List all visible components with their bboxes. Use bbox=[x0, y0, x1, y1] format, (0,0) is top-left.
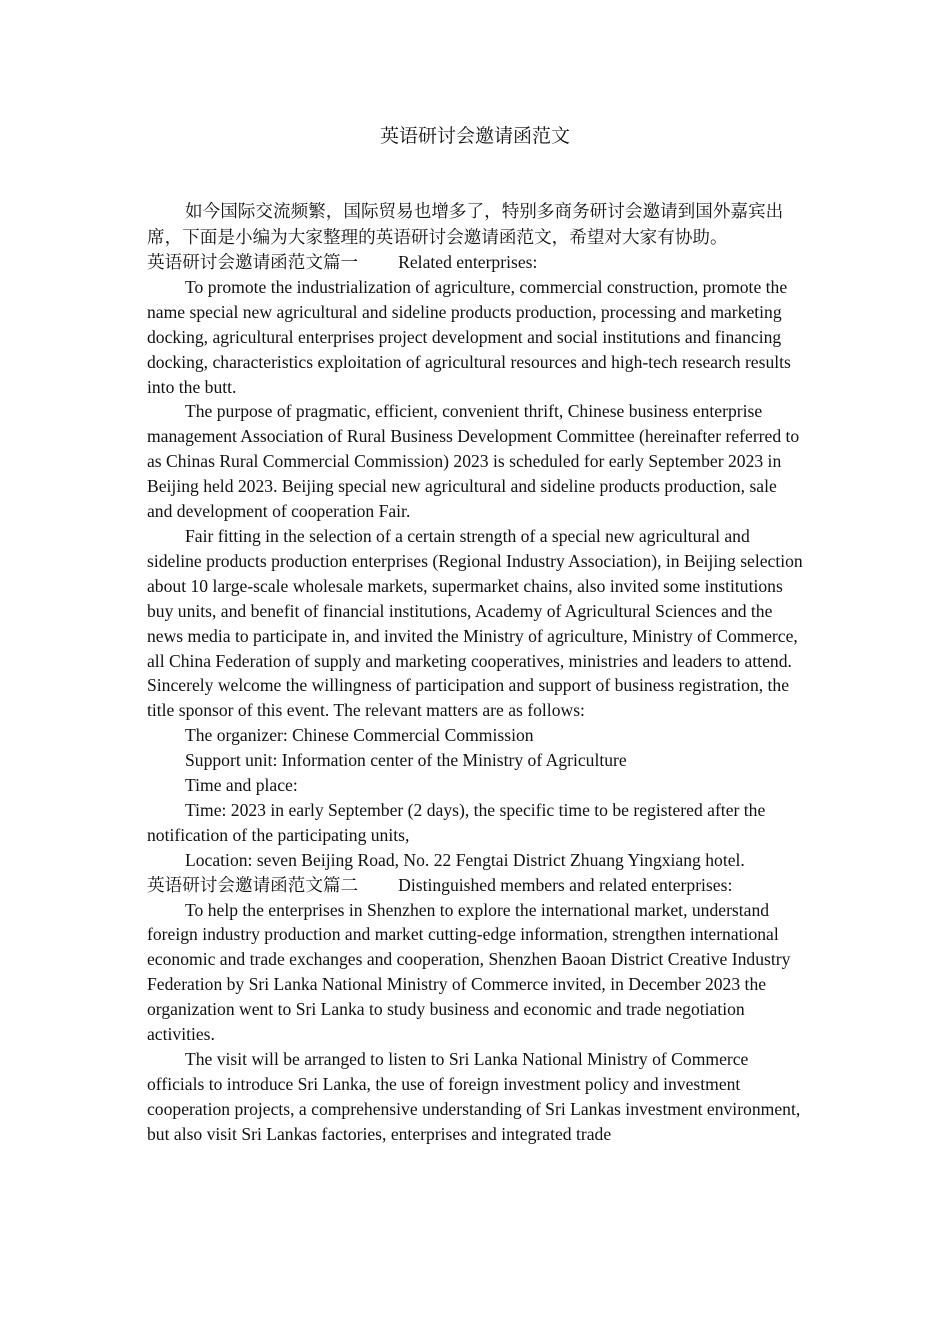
paragraph: To promote the industrialization of agriculture, commercial construction, promote the name special new agricultural and sideline products production, processing and marketing docking, agricultural enterprises project development and social institutions and financing docking, characteristics exploitation of agricultural resources and high-tech research results into the butt. bbox=[147, 276, 791, 397]
paragraph: The purpose of pragmatic, efficient, convenient thrift, Chinese business enterprise management Association of Rural Business Development Committee (hereinafter referred to as Chinas Rural Commercial Commission) 2023 is scheduled for early September 2023 in Beijing held 2023. Beijing special new agricultural and sideline products production, sale and development of cooperation Fair. bbox=[147, 401, 800, 522]
paragraph: The visit will be arranged to listen to Sri Lanka National Ministry of Commerce officials to introduce Sri Lanka, the use of foreign investment policy and investment cooperation projects, a comprehensive understanding of Sri Lankas investment environment, but also visit Sri Lankas factories, enterprises and integrated trade bbox=[147, 1049, 801, 1144]
paragraph: Location: seven Beijing Road, No. 22 Fengtai District Zhuang Yingxiang hotel. bbox=[185, 849, 745, 870]
document-body bbox=[147, 198, 803, 1147]
intro-paragraph: 如今国际交流频繁，国际贸易也增多了，特别多商务研讨会邀请到国外嘉宾出席，下面是小编为大家整理的英语研讨会邀请函范文，希望对大家有协助。 bbox=[147, 201, 784, 247]
salutation: Distinguished members and related enterprises: bbox=[398, 874, 733, 895]
salutation: Related enterprises: bbox=[398, 252, 538, 272]
paragraph: The organizer: Chinese Commercial Commission bbox=[185, 725, 534, 746]
paragraph: Time: 2023 in early September (2 days), the specific time to be registered after the notification of the participating units, bbox=[147, 799, 766, 845]
paragraph: Fair fitting in the selection of a certain strength of a special new agricultural and sideline products production enterprises (Regional Industry Association), in Beijing selection about 10 large-scale wholesale markets, supermarket chains, also invited some institutions buy units, and benefit of financial institutions, Academy of Agricultural Sciences and the news media to participate in, and invited the Ministry of agriculture, Ministry of Commerce, all China Federation of supply and marketing cooperatives, ministries and leaders to attend. Sincerely welcome the willingness of participation and support of business registration, the title sponsor of this event. The relevant matters are as follows: bbox=[147, 525, 803, 721]
paragraph: To help the enterprises in Shenzhen to explore the international market, understand foreign industry production and market cutting-edge information, strengthen international economic and trade exchanges and cooperation, Shenzhen Baoan District Creative Industry Federation by Sri Lanka National Ministry of Commerce invited, in December 2023 the organization went to Sri Lanka to study business and economic and trade negotiation activities. bbox=[147, 899, 791, 1045]
paragraph: Time and place: bbox=[185, 775, 298, 796]
paragraph: Support unit: Information center of the Ministry of Agriculture bbox=[185, 750, 627, 771]
section-heading-line bbox=[147, 873, 803, 898]
document-title: 英语研讨会邀请函范文 bbox=[379, 126, 570, 147]
section-heading-line bbox=[147, 250, 803, 275]
section-heading: 英语研讨会邀请函范文篇二 bbox=[147, 874, 359, 895]
section-heading: 英语研讨会邀请函范文篇一 bbox=[147, 252, 359, 272]
